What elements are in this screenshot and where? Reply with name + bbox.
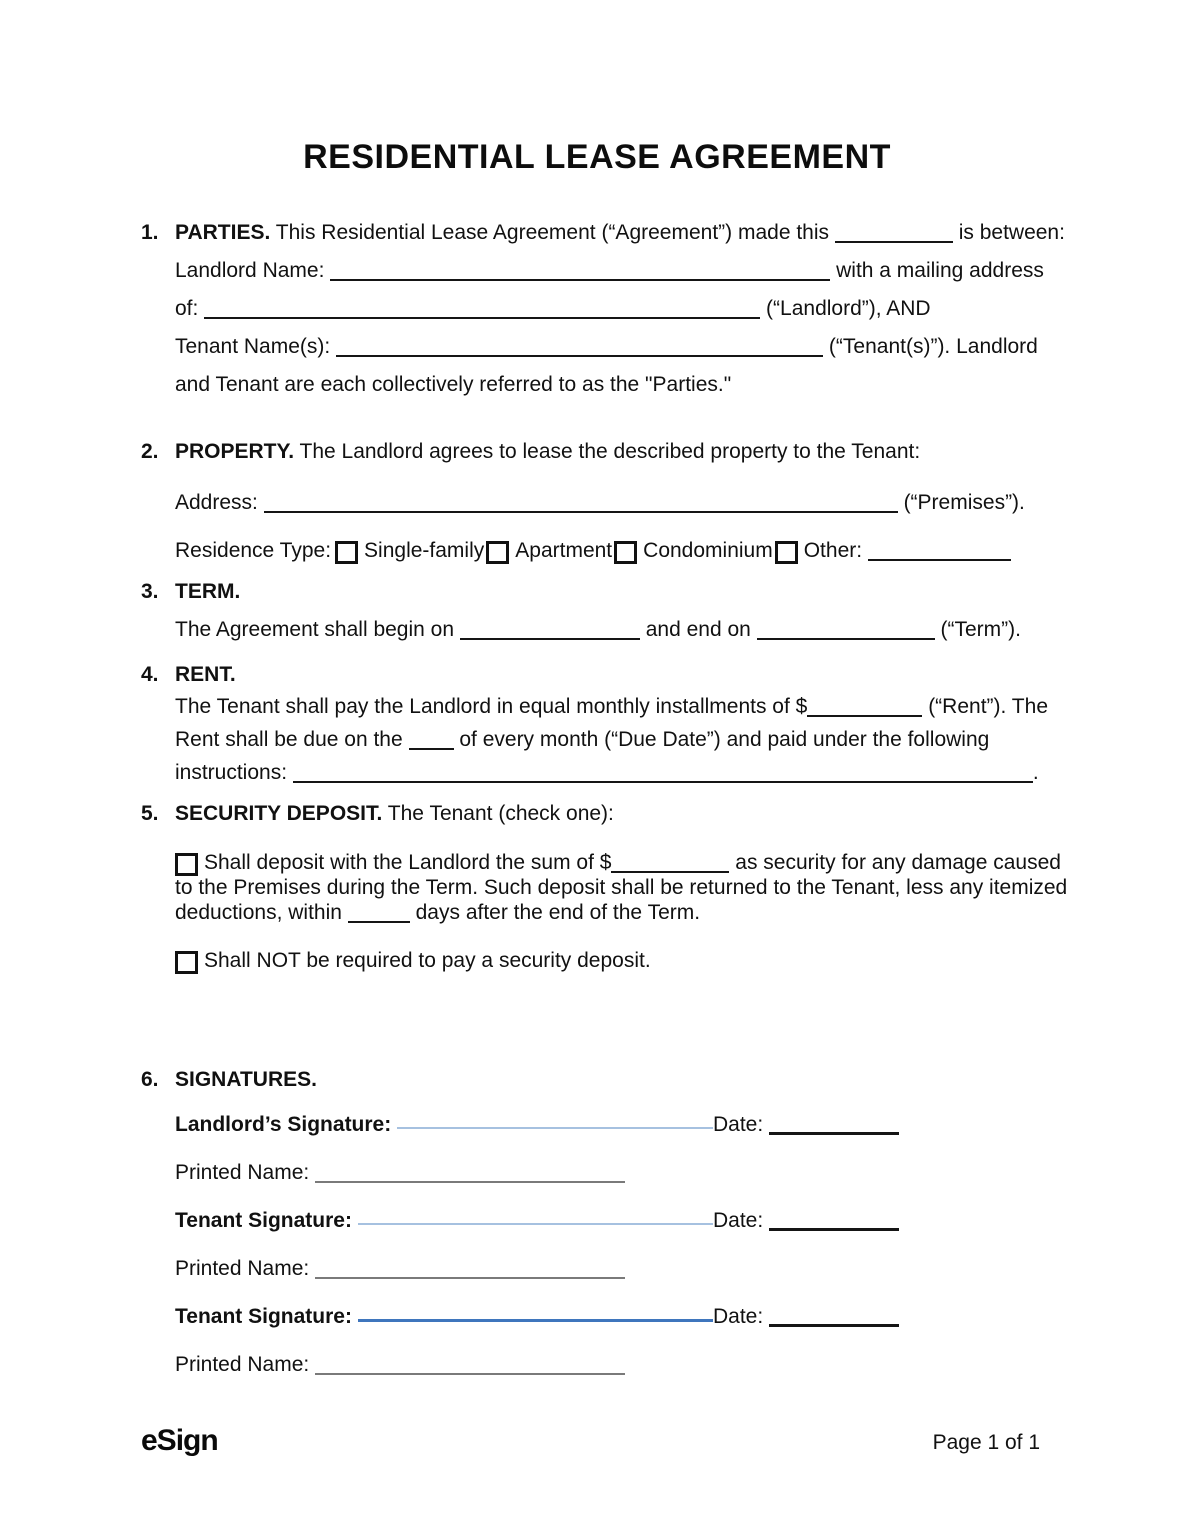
checkbox-deposit-required[interactable] [175,853,198,876]
tenant2-signature-line[interactable] [358,1298,713,1322]
section-rent-number: 4. [141,663,159,686]
printed-name-label: Printed Name: [175,1353,310,1376]
tenant2-printed-name-line[interactable] [315,1352,625,1375]
rent-text-2-end: of every month (“Due Date”) and paid under the following [459,728,990,751]
landlord-address-blank[interactable] [204,296,760,319]
parties-line3-end: (“Landlord”), AND [766,297,931,320]
section-rent-heading: RENT. [175,663,236,686]
date-label: Date: [713,1113,764,1136]
section-property [141,433,1053,471]
section-term [141,573,1053,611]
security-option-1 [175,850,1068,925]
rent-text-1-end: (“Rent”). The [928,695,1048,718]
option-apartment-label: Apartment [515,539,613,562]
term-text-end: (“Term”). [940,618,1021,641]
rent-text-1: The Tenant shall pay the Landlord in equal monthly installments of $ [175,695,808,718]
due-day-blank[interactable] [409,727,454,750]
parties-line1-text: This Residential Lease Agreement (“Agreement”) made this [275,221,830,244]
page-number: Page 1 of 1 [932,1431,1040,1454]
document-title: RESIDENTIAL LEASE AGREEMENT [303,138,891,176]
section-rent [141,656,1053,694]
instructions-label: instructions: [175,761,288,784]
security-opt1-line-2: to the Premises during the Term. Such deposit shall be returned to the Tenant, less any itemized [175,876,1068,899]
section-parties-number: 1. [141,221,159,244]
security-opt2-text: Shall NOT be required to pay a security deposit. [204,949,651,972]
section-security-number: 5. [141,802,159,825]
section-security-deposit [141,795,1053,833]
rent-text-2: Rent shall be due on the [175,728,403,751]
term-text-pre: The Agreement shall begin on [175,618,455,641]
tenant-names-label: Tenant Name(s): [175,335,331,358]
tenant-printed-name-row-1 [175,1250,1053,1288]
esign-logo: eSign [141,1424,218,1457]
security-opt1-text-d: days after the end of the Term. [415,901,701,924]
property-intro: The Landlord agrees to lease the described property to the Tenant: [299,440,921,463]
parties-line4-end: (“Tenant(s)”). Landlord [828,335,1038,358]
other-residence-blank[interactable] [868,538,1011,561]
premises-address-blank[interactable] [264,490,898,513]
tenant-printed-name-line[interactable] [315,1256,625,1279]
option-other-label: Other: [803,539,863,562]
instructions-period: . [1032,761,1039,784]
checkbox-apartment[interactable] [486,541,509,564]
security-opt1-text-c: deductions, within [175,901,342,924]
option-single-family-label: Single-family [364,539,485,562]
security-intro: The Tenant (check one): [387,802,614,825]
date-label: Date: [713,1209,764,1232]
section-security-heading: SECURITY DEPOSIT. [175,802,383,825]
parties-line2-end: with a mailing address [836,259,1044,282]
section-parties [141,214,1065,404]
printed-name-label: Printed Name: [175,1257,310,1280]
section-parties-heading: PARTIES. [175,221,271,244]
section-term-number: 3. [141,580,159,603]
agreement-date-blank[interactable] [835,220,953,243]
parties-line1-end: is between: [958,221,1065,244]
tenant-signature-row-1 [175,1202,1053,1240]
term-line [175,611,1053,649]
section-property-heading: PROPERTY. [175,440,295,463]
tenant-signature-label: Tenant Signature: [175,1209,352,1232]
rent-amount-blank[interactable] [807,694,922,717]
parties-line-2 [175,252,1053,290]
section-term-heading: TERM. [175,580,241,603]
checkbox-single-family[interactable] [335,541,358,564]
tenant-signature-line[interactable] [358,1202,713,1225]
landlord-name-blank[interactable] [330,258,830,281]
signature-rows [175,1106,1053,1394]
section-signatures-number: 6. [141,1068,159,1091]
tenant-signature-row-2 [175,1298,1053,1336]
parties-line-5: and Tenant are each collectively referred to as the "Parties." [175,373,732,396]
tenant2-date-line[interactable] [769,1303,899,1327]
checkbox-other[interactable] [775,541,798,564]
landlord-signature-line[interactable] [397,1106,713,1129]
printed-name-label: Printed Name: [175,1161,310,1184]
rent-paragraph [175,690,1053,789]
section-signatures-heading: SIGNATURES. [175,1068,317,1091]
tenant-date-line[interactable] [769,1207,899,1231]
landlord-signature-label: Landlord’s Signature: [175,1113,392,1136]
premises-address-end: (“Premises”). [903,491,1025,514]
tenant-names-blank[interactable] [336,334,823,357]
security-option-2 [175,944,1053,977]
section-signatures [141,1061,1053,1099]
term-text-mid: and end on [645,618,751,641]
term-end-blank[interactable] [757,617,935,640]
date-label: Date: [713,1305,764,1328]
security-opt1-text-b: as security for any damage caused [735,851,1061,874]
property-address-line [175,484,1053,522]
term-start-blank[interactable] [460,617,640,640]
checkbox-condominium[interactable] [614,541,637,564]
landlord-printed-name-row [175,1154,1053,1192]
landlord-address-label: of: [175,297,199,320]
parties-line-4 [175,328,1053,366]
parties-line-3 [175,290,1053,328]
premises-address-label: Address: [175,491,258,514]
security-opt1-text-a: Shall deposit with the Landlord the sum of $ [204,851,612,874]
landlord-signature-row [175,1106,1053,1144]
landlord-printed-name-line[interactable] [315,1160,625,1183]
landlord-date-line[interactable] [769,1111,899,1135]
deposit-amount-blank[interactable] [611,850,729,873]
deposit-days-blank[interactable] [348,900,410,923]
parties-line-1 [175,214,1065,252]
tenant-signature-label: Tenant Signature: [175,1305,352,1328]
property-residence-line [175,532,1053,570]
payment-instructions-blank[interactable] [293,760,1033,783]
option-condominium-label: Condominium [643,539,773,562]
section-property-number: 2. [141,440,159,463]
checkbox-no-deposit[interactable] [175,951,198,974]
residence-type-label: Residence Type: [175,539,332,562]
tenant-printed-name-row-2 [175,1346,1053,1384]
landlord-name-label: Landlord Name: [175,259,325,282]
